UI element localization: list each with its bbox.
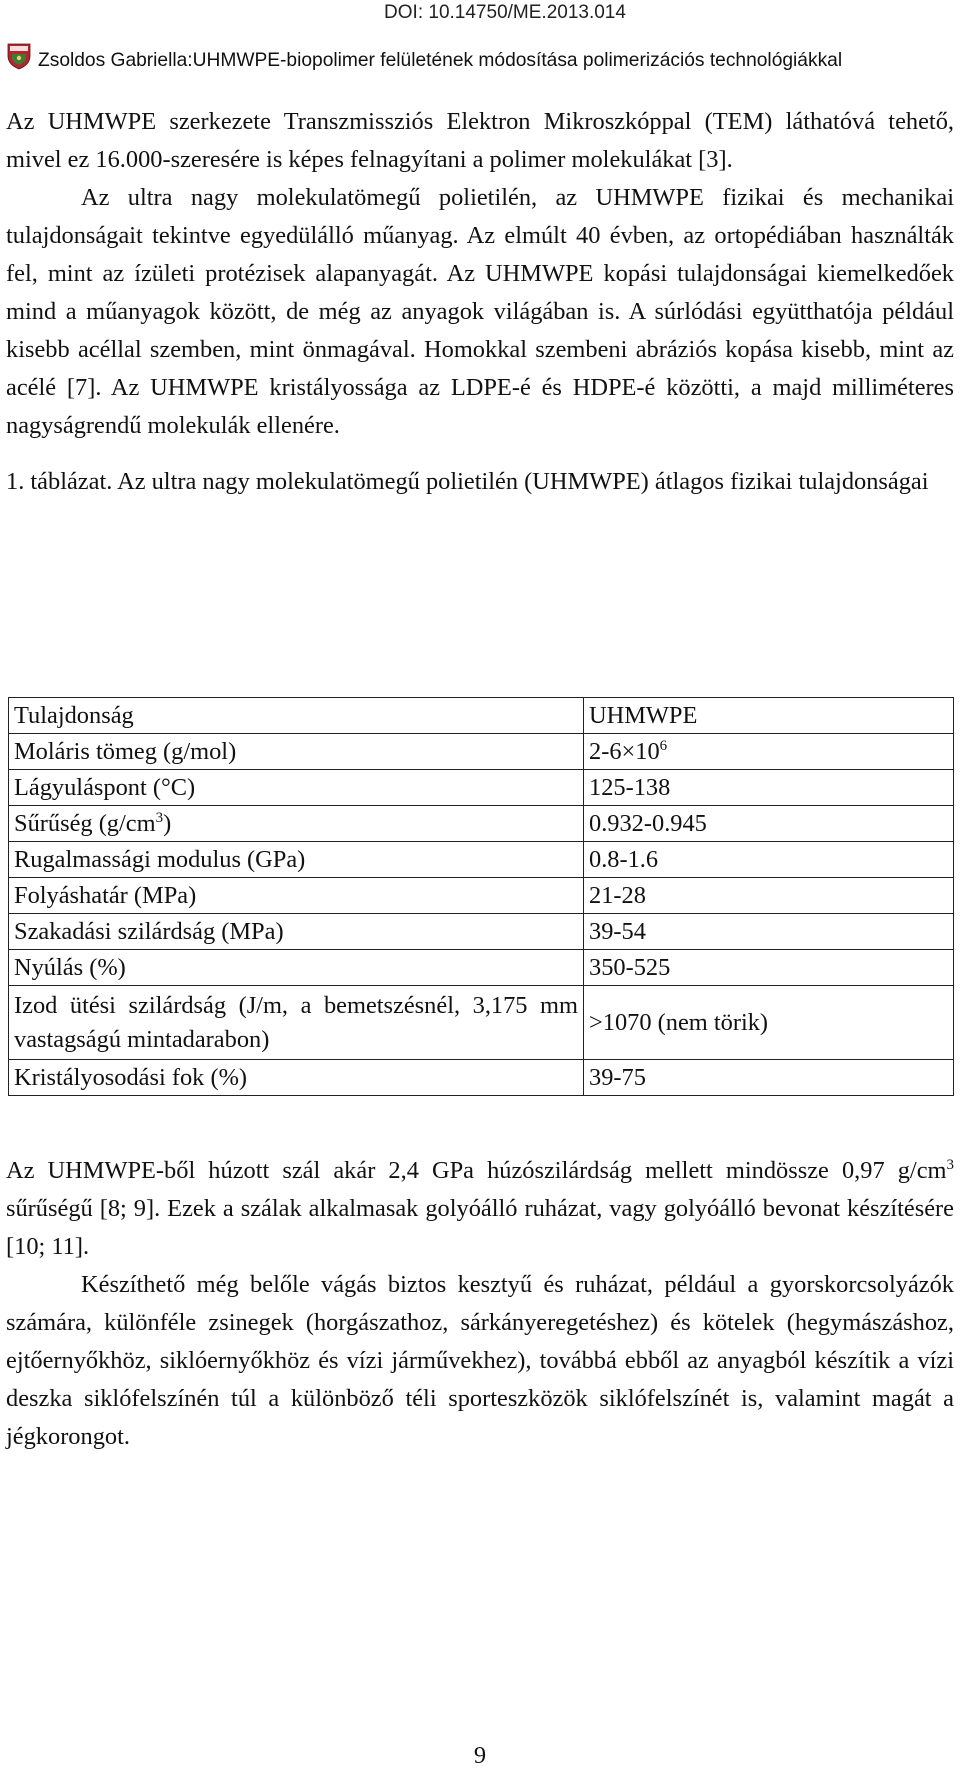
table-cell-property: Izod ütési szilárdság (J/m, a bemetszésnél, 3,175 mm vastagságú mintadarabon) bbox=[9, 986, 584, 1060]
table-caption-label: 1. táblázat. bbox=[6, 468, 113, 495]
table-cell-value: 125-138 bbox=[584, 770, 954, 806]
table-cell-property: Folyáshatár (MPa) bbox=[9, 878, 584, 914]
table-cell-property: Nyúlás (%) bbox=[9, 950, 584, 986]
property-text: Sűrűség (g/cm bbox=[14, 810, 156, 837]
paragraph-fiber bbox=[6, 1152, 954, 1266]
table-header-value: UHMWPE bbox=[584, 698, 954, 734]
property-superscript: 3 bbox=[155, 809, 164, 826]
table-row bbox=[9, 770, 954, 806]
table-header-row bbox=[9, 698, 954, 734]
table-cell-value: >1070 (nem törik) bbox=[584, 986, 954, 1060]
table-row bbox=[9, 842, 954, 878]
table-cell-value: 0.8-1.6 bbox=[584, 842, 954, 878]
table-cell-value: 39-75 bbox=[584, 1060, 954, 1096]
table-cell-value bbox=[584, 734, 954, 770]
table-row bbox=[9, 986, 954, 1060]
table-cell-property: Kristályosodási fok (%) bbox=[9, 1060, 584, 1096]
fiber-text-b: sűrűségű [8; 9]. Ezek a szálak alkalmasak golyóálló ruházat, vagy golyóálló bevonat készítésére [10; 11]. bbox=[6, 1195, 954, 1260]
table-cell-property: Rugalmassági modulus (GPa) bbox=[9, 842, 584, 878]
paragraph-applications: Készíthető még belőle vágás biztos kesztyű és ruházat, például a gyorskorcsolyázók számára, különféle zsinegek (horgászathoz, sárkányeregetéshez) és kötelek (hegymászáshoz, ejtőernyőkhöz, siklóernyőkhöz és vízi járművekhez), továbbá ebből az anyagból készítik a vízi deszka siklófelszínén túl a különböző téli sporteszközök siklófelszínét is, valamint magát a jégkorongot. bbox=[6, 1271, 954, 1450]
table-row bbox=[9, 734, 954, 770]
table-row bbox=[9, 806, 954, 842]
table-row bbox=[9, 914, 954, 950]
body-text-bottom bbox=[6, 1152, 954, 1456]
doi-header: DOI: 10.14750/ME.2013.014 bbox=[384, 2, 626, 23]
property-tail: ) bbox=[163, 810, 172, 837]
fiber-text-a: Az UHMWPE-ből húzott szál akár 2,4 GPa húzószilárdság mellett mindössze 0,97 g/cm bbox=[6, 1157, 947, 1184]
table-cell-value: 39-54 bbox=[584, 914, 954, 950]
table-row bbox=[9, 950, 954, 986]
table-header-property: Tulajdonság bbox=[9, 698, 584, 734]
page-number: 9 bbox=[473, 1742, 487, 1769]
table-cell-value: 350-525 bbox=[584, 950, 954, 986]
table-cell-property: Szakadási szilárdság (MPa) bbox=[9, 914, 584, 950]
running-header bbox=[6, 34, 956, 74]
university-crest-icon bbox=[6, 42, 32, 70]
table-caption-text: Az ultra nagy molekulatömegű polietilén (UHMWPE) átlagos fizikai tulajdonságai bbox=[112, 468, 929, 495]
table-cell-property: Lágyuláspont (°C) bbox=[9, 770, 584, 806]
paragraph-properties: Az ultra nagy molekulatömegű polietilén, az UHMWPE fizikai és mechanikai tulajdonságait tekintve egyedülálló műanyag. Az elmúlt 40 évben, az ortopédiában használták fel, mint az ízületi protézisek alapanyagát. Az UHMWPE kopási tulajdonságai kiemelkedőek mind a műanyagok között, de még az anyagok világában is. A súrlódási együtthatója például kisebb acéllal szemben, mint önmagával. Homokkal szembeni abráziós kopása kisebb, mint az acélé [7]. Az UHMWPE kristályossága az LDPE-é és HDPE-é közötti, a majd milliméteres nagyságrendű molekulák ellenére. bbox=[6, 184, 954, 439]
value-text: 2-6×10 bbox=[589, 738, 660, 765]
table-cell-property bbox=[9, 806, 584, 842]
fiber-superscript: 3 bbox=[946, 1156, 954, 1173]
value-superscript: 6 bbox=[659, 737, 668, 754]
table-row bbox=[9, 878, 954, 914]
body-text-top bbox=[6, 103, 954, 500]
table-cell-property: Moláris tömeg (g/mol) bbox=[9, 734, 584, 770]
running-title: Zsoldos Gabriella:UHMWPE-biopolimer felületének módosítása polimerizációs technológiákkal bbox=[38, 50, 843, 71]
table-cell-value: 21-28 bbox=[584, 878, 954, 914]
table-cell-value: 0.932-0.945 bbox=[584, 806, 954, 842]
paragraph-tem: Az UHMWPE szerkezete Transzmissziós Elektron Mikroszkóppal (TEM) láthatóvá tehető, mivel ez 16.000-szeresére is képes felnagyítani a polimer molekulákat [3]. bbox=[6, 108, 954, 173]
properties-table bbox=[8, 697, 954, 1096]
table-caption bbox=[6, 464, 954, 500]
table-row bbox=[9, 1060, 954, 1096]
